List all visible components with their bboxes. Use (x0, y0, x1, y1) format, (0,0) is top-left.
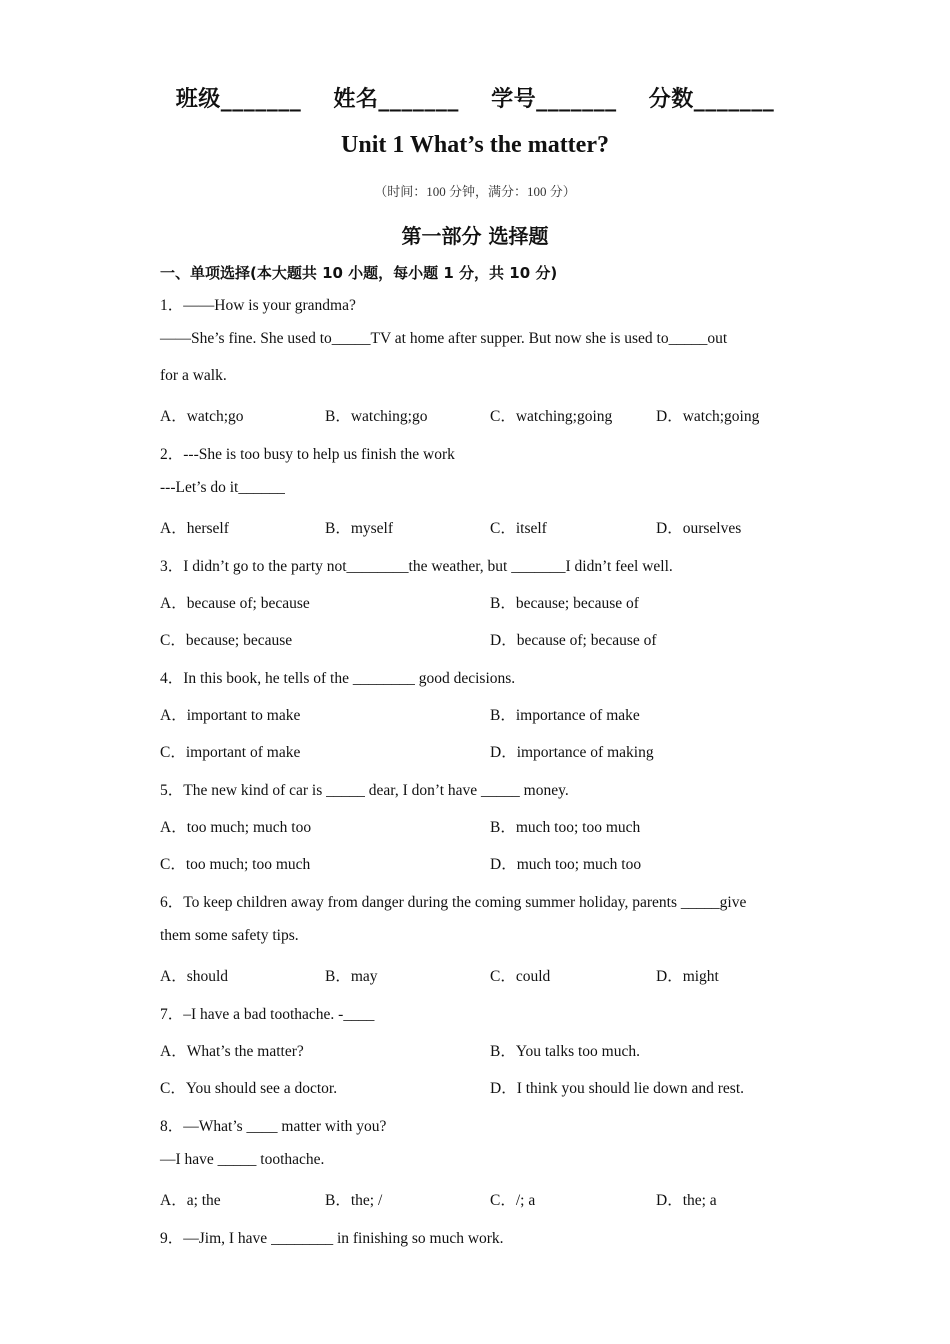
q1-option-b[interactable]: B．watching;go (325, 408, 428, 425)
question-7-stem: 7．–I have a bad toothache. -____ (160, 1006, 375, 1023)
question-6-stem: 6．To keep children away from danger during the coming summer holiday, parents _____give (160, 894, 747, 911)
question-2-line-2: ---Let’s do it______ (160, 479, 285, 496)
q3-option-b[interactable]: B．because; because of (490, 595, 639, 612)
student-id-field[interactable]: 学号_______ (491, 87, 617, 112)
class-field[interactable]: 班级_______ (175, 87, 302, 112)
question-4-stem: 4．In this book, he tells of the ________ good decisions. (160, 670, 516, 687)
q3-option-c[interactable]: C．because; because (160, 632, 293, 649)
page-title: Unit 1 What’s the matter? (341, 132, 609, 158)
question-8-line-2: —I have _____ toothache. (160, 1151, 325, 1168)
q4-option-d[interactable]: D．importance of making (490, 744, 654, 761)
time-score-note: （时间：100 分钟，满分：100 分） (374, 184, 576, 199)
q7-option-a[interactable]: A．What’s the matter? (160, 1043, 304, 1060)
q5-option-c[interactable]: C．too much; too much (160, 856, 311, 873)
question-1-line-3: for a walk. (160, 367, 227, 384)
q4-option-c[interactable]: C．important of make (160, 744, 301, 761)
q2-option-c[interactable]: C．itself (490, 520, 547, 537)
q5-option-b[interactable]: B．much too; too much (490, 819, 641, 836)
q5-option-d[interactable]: D．much too; much too (490, 856, 642, 873)
q6-option-a[interactable]: A．should (160, 968, 229, 985)
q2-option-d[interactable]: D．ourselves (656, 520, 742, 537)
question-9-stem: 9．—Jim, I have ________ in finishing so much work. (160, 1230, 504, 1247)
q8-option-d[interactable]: D．the; a (656, 1192, 717, 1209)
q1-option-c[interactable]: C．watching;going (490, 408, 613, 425)
q4-option-a[interactable]: A．important to make (160, 707, 301, 724)
question-8-stem: 8．—What’s ____ matter with you? (160, 1118, 387, 1135)
q6-option-d[interactable]: D．might (656, 968, 719, 985)
q2-option-a[interactable]: A．herself (160, 520, 229, 537)
student-info-header (0, 82, 950, 113)
q3-option-a[interactable]: A．because of; because (160, 595, 310, 612)
q6-option-b[interactable]: B．may (325, 968, 378, 985)
q7-option-c[interactable]: C．You should see a doctor. (160, 1080, 338, 1097)
q8-option-a[interactable]: A．a; the (160, 1192, 221, 1209)
q3-option-d[interactable]: D．because of; because of (490, 632, 657, 649)
part-title: 第一部分 选择题 (401, 224, 549, 248)
question-2-stem: 2．---She is too busy to help us finish the work (160, 446, 455, 463)
question-1-line-2: ——She’s fine. She used to_____TV at home after supper. But now she is used to_____out (160, 330, 728, 347)
q1-option-a[interactable]: A．watch;go (160, 408, 244, 425)
q6-option-c[interactable]: C．could (490, 968, 551, 985)
question-5-stem: 5．The new kind of car is _____ dear, I don’t have _____ money. (160, 782, 569, 799)
question-3-stem: 3．I didn’t go to the party not________the weather, but _______I didn’t feel well. (160, 558, 673, 575)
q7-option-b[interactable]: B．You talks too much. (490, 1043, 640, 1060)
q8-option-c[interactable]: C．/; a (490, 1192, 536, 1209)
section-title: 一、单项选择(本大题共 10 小题，每小题 1 分，共 10 分) (160, 264, 558, 282)
q7-option-d[interactable]: D．I think you should lie down and rest. (490, 1080, 745, 1097)
q8-option-b[interactable]: B．the; / (325, 1192, 383, 1209)
score-field[interactable]: 分数_______ (648, 87, 775, 112)
q5-option-a[interactable]: A．too much; much too (160, 819, 312, 836)
question-1-stem: 1．——How is your grandma? (160, 297, 356, 314)
q1-option-d[interactable]: D．watch;going (656, 408, 760, 425)
q4-option-b[interactable]: B．importance of make (490, 707, 640, 724)
question-6-line-2: them some safety tips. (160, 927, 299, 944)
name-field[interactable]: 姓名_______ (333, 87, 459, 112)
q2-option-b[interactable]: B．myself (325, 520, 394, 537)
